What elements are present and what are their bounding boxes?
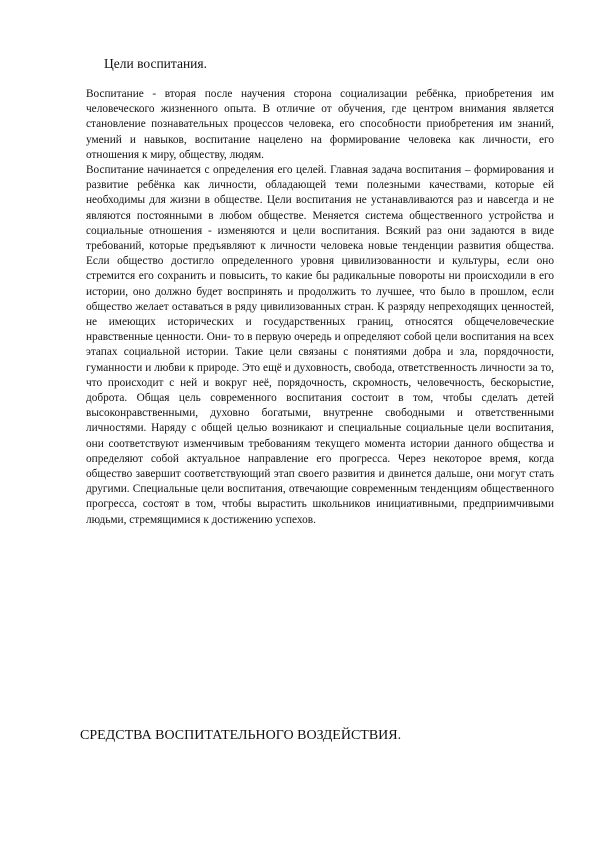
paragraph-2: Воспитание начинается с определения его целей. Главная задача воспитания – формирования и развитие ребёнка как личности, обладающей теми полезными качествами, которые ей необходимы для жизни в обществе. Цели воспитания не устанавливаются раз и навсегда и не являются постоянными в любом обществе. Меняется система общественного устройства и социальные отношения - изменяются и цели воспитания. Всякий раз они задаются в виде требований, которые предъявляют к личности человека новые тенденции развития общества. Если общество достигло определенного уровня цивилизованности и культуры, если оно стремится его сохранить и повысить, то какие бы радикальные повороты ни происходили в его истории, оно должно будет воспринять и продолжить то лучшее, что было в прошлом, если общество желает оставаться в ряду цивилизованных стран. К разряду непреходящих ценностей, не имеющих исторических и государственных границ, относятся общечеловеческие нравственные ценности. Они- то в первую очередь и определяют собой цели воспитания на всех этапах социальной истории. Такие цели связаны с понятиями добра и зла, порядочности, гуманности и любви к природе. Это ещё и духовность, свобода, ответственность личности за то, что происходит с ней и вокруг неё, порядочность, скромность, человечность, бескорыстие, доброта. Общая цель современного воспитания состоит в том, чтобы сделать детей высоконравственными, духовно богатыми, внутренне свободными и ответственными личностями. Наряду с общей целью возникают и специальные социальные цели воспитания, они соответствуют изменчивым требованиям текущего момента истории данного общества и определяют собой актуальное направление его прогресса. Через некоторое время, когда общество завершит соответствующий этап своего развития и двинется дальше, они могут стать другими. Специальные цели воспитания, отвечающие современным тенденциям общественного прогресса, состоят в том, чтобы вырастить школьников инициативными, предприимчивыми людьми, стремящимися к достижению успехов. <box>86 164 554 526</box>
paragraph-1: Воспитание - вторая после научения сторона социализации ребёнка, приобретения им человеческого жизненного опыта. В отличие от обучения, где центром внимания является становление познавательных процессов человека, его способности приобретения им знаний, умений и навыков, воспитание нацелено на формирование человека как личности, его отношения к миру, обществу, людям. <box>86 88 554 161</box>
page-title: Цели воспитания. <box>104 56 207 71</box>
body-text <box>86 87 554 528</box>
section-heading: СРЕДСТВА ВОСПИТАТЕЛЬНОГО ВОЗДЕЙСТВИЯ. <box>80 728 402 743</box>
